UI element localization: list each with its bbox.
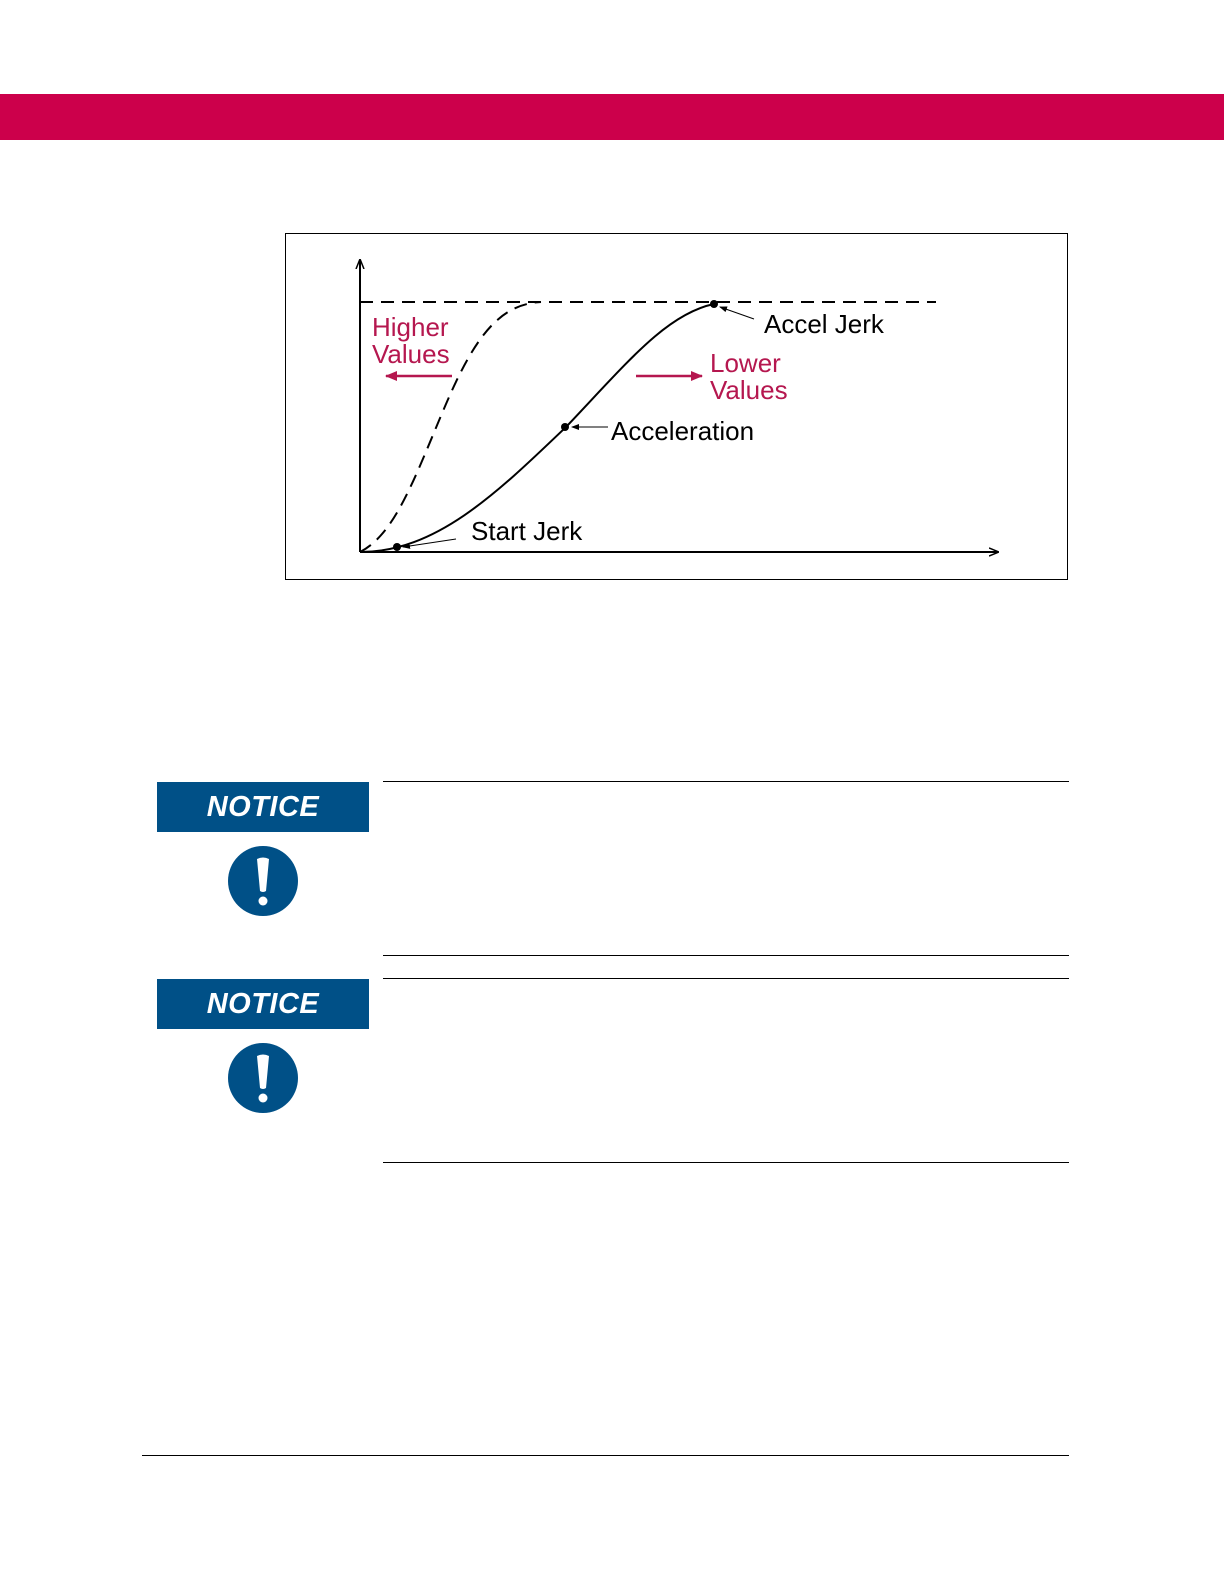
notice-2-bottom-rule — [383, 1162, 1069, 1163]
lower-values-label-line2: Values — [710, 375, 788, 405]
higher-values-label-line1: Higher — [372, 312, 449, 342]
accel-jerk-leader — [720, 307, 754, 319]
accel-jerk-point — [710, 300, 718, 308]
footer-rule — [142, 1455, 1069, 1456]
acceleration-jerk-diagram — [286, 234, 1069, 581]
header-band — [0, 94, 1224, 140]
notice-2-top-rule — [383, 978, 1069, 979]
notice-1-badge: NOTICE — [157, 782, 369, 832]
exclamation-circle-icon — [228, 1043, 298, 1113]
acceleration-jerk-figure — [285, 233, 1068, 580]
notice-1-top-rule — [383, 781, 1069, 782]
lower-values-label-line1: Lower — [710, 348, 781, 378]
start-jerk-point — [393, 543, 401, 551]
exclamation-circle-icon — [228, 846, 298, 916]
accel-jerk-label: Accel Jerk — [764, 309, 884, 339]
notice-2-badge: NOTICE — [157, 979, 369, 1029]
notice-1-bottom-rule — [383, 955, 1069, 956]
acceleration-point — [561, 423, 569, 431]
higher-values-label-line2: Values — [372, 339, 450, 369]
start-jerk-label: Start Jerk — [471, 516, 583, 546]
acceleration-label: Acceleration — [611, 416, 755, 446]
